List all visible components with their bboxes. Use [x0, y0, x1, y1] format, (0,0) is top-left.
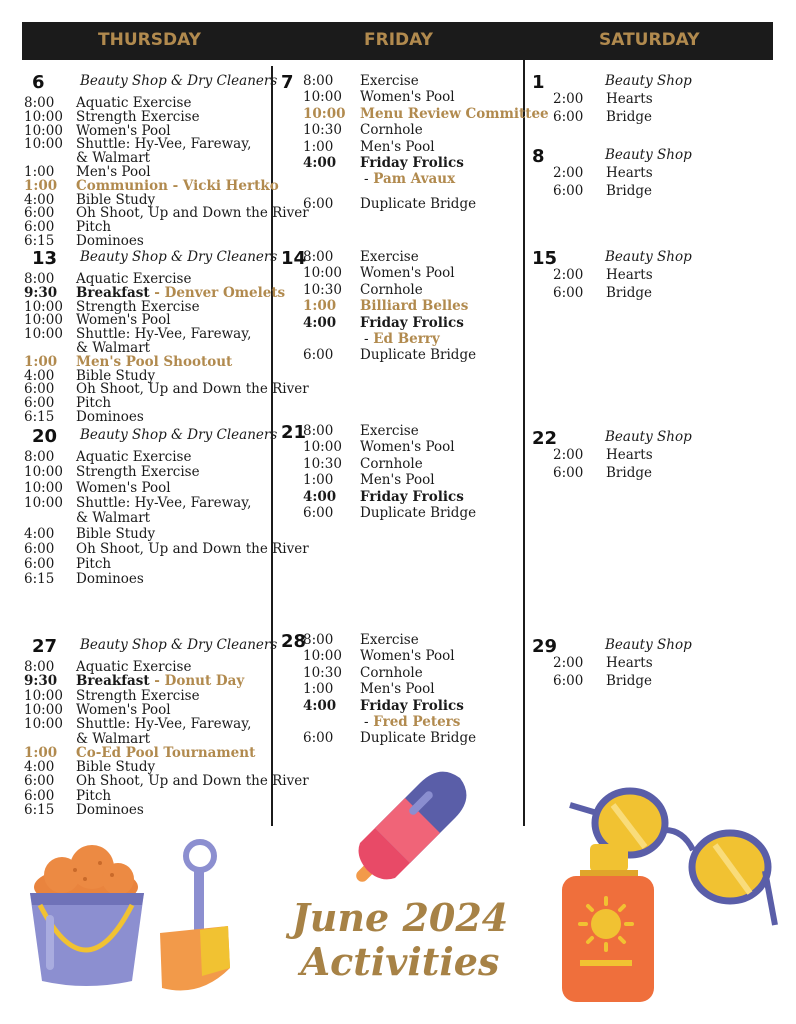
activity-name: Bible Study	[76, 191, 156, 208]
activity-time: 4:00	[303, 697, 337, 714]
activity-time: 4:00	[24, 367, 55, 384]
column-divider-right	[523, 60, 525, 826]
activity-name: Exercise	[360, 423, 419, 439]
day-number: 27	[32, 636, 58, 657]
activity-time: 6:00	[553, 183, 584, 200]
activity-name: Women's Pool	[360, 89, 455, 106]
activity-time: 4:00	[303, 155, 337, 171]
title-line2: Activities	[300, 939, 500, 984]
activity-time: 10:00	[24, 298, 63, 315]
activity-name: Bridge	[606, 465, 652, 482]
activity-time: 6:00	[553, 465, 584, 482]
day-number: 28	[281, 631, 307, 652]
day-number: 21	[281, 422, 307, 443]
activity-time: 2:00	[553, 91, 584, 107]
day-number: 1	[532, 72, 545, 93]
activity-time: 8:00	[303, 73, 334, 89]
activity-time: 4:00	[303, 314, 337, 331]
activity-time: 10:00	[24, 701, 63, 718]
day-number: 20	[32, 426, 58, 447]
activity-time: 8:00	[303, 632, 334, 648]
activity-name: Hearts	[606, 655, 653, 671]
activity-time: 4:00	[24, 525, 55, 542]
activity-time: 10:30	[303, 122, 342, 139]
activity-name: Women's Pool	[76, 312, 171, 329]
day-number: 8	[532, 146, 545, 167]
activity-time: 6:00	[303, 195, 334, 212]
activity-time: 10:30	[303, 455, 342, 472]
activity-time: 10:30	[303, 281, 342, 298]
activity-name: Friday Frolics	[360, 488, 464, 505]
activity-name: Pitch	[76, 787, 112, 804]
activity-name: Hearts	[606, 447, 653, 463]
activity-time: 1:00	[303, 298, 337, 315]
activity-name: Bridge	[606, 183, 652, 200]
activity-time: 6:00	[303, 730, 334, 747]
sunscreen-bottle-icon	[558, 842, 658, 1007]
activity-time: 6:00	[24, 205, 55, 222]
activity-time: 10:00	[24, 326, 63, 343]
activity-time: 6:15	[24, 233, 55, 249]
day-heading: Beauty Shop & Dry Cleaners	[80, 427, 278, 443]
activity-name: Aquatic Exercise	[76, 449, 192, 465]
activity-name: Shuttle: Hy-Vee, Fareway,	[76, 136, 252, 153]
header-thursday: THURSDAY	[98, 30, 201, 50]
activity-name: Pitch	[76, 219, 112, 236]
title-line1: June 2024	[291, 895, 509, 940]
day-number: 13	[32, 248, 58, 269]
day-number: 29	[532, 636, 558, 657]
activity-name: Breakfast - Denver Omelets	[76, 284, 286, 301]
activity-name: Bible Study	[76, 525, 156, 542]
activity-name: Bible Study	[76, 367, 156, 384]
activity-name: Duplicate Bridge	[360, 195, 477, 212]
activity-time: 1:00	[303, 138, 334, 155]
activity-time: 10:00	[24, 479, 63, 496]
activity-time: 10:00	[24, 687, 63, 704]
activity-time: 6:15	[24, 802, 55, 818]
activity-name: Bridge	[606, 673, 652, 690]
activity-host: Ed Berry	[368, 331, 440, 347]
activity-time: 10:00	[24, 494, 63, 511]
activity-name: Cornhole	[360, 281, 423, 298]
activity-name: Men's Pool	[76, 164, 151, 180]
activity-time: 6:15	[24, 571, 55, 588]
activity-name: Men's Pool	[360, 138, 435, 155]
activity-host: Pam Avaux	[368, 171, 456, 188]
activity-name: Strength Exercise	[76, 298, 200, 315]
activity-host: - Donut Day	[149, 673, 245, 690]
popsicle-icon	[345, 758, 480, 893]
day-heading: Beauty Shop	[605, 73, 692, 89]
activity-name: Aquatic Exercise	[76, 659, 192, 675]
activity-time: 4:00	[24, 759, 55, 776]
activity-name: Men's Pool	[360, 681, 435, 698]
activity-time: 1:00	[24, 744, 58, 761]
day-number: 15	[532, 248, 558, 269]
header-friday: FRIDAY	[364, 30, 433, 50]
activity-name: Hearts	[606, 267, 653, 283]
activity-name: Dominoes	[76, 571, 144, 588]
activity-name: Aquatic Exercise	[76, 95, 192, 111]
activity-name: Men's Pool	[360, 472, 435, 489]
activity-name: Pitch	[76, 556, 112, 573]
activity-time: 6:00	[24, 395, 55, 412]
activity-name: Strength Exercise	[76, 464, 200, 481]
activity-time: 6:00	[24, 381, 55, 398]
activity-name: Bridge	[606, 109, 652, 126]
activity-time: 8:00	[303, 249, 334, 265]
activity-name: Shuttle: Hy-Vee, Fareway,	[76, 716, 252, 733]
activity-time: 10:00	[24, 136, 63, 153]
activity-time: 1:00	[24, 177, 58, 194]
activity-time: 10:00	[303, 439, 342, 456]
activity-time: 6:00	[24, 556, 55, 573]
activity-name: Exercise	[360, 632, 419, 648]
activity-time: 8:00	[303, 423, 334, 439]
activity-name: Dominoes	[76, 409, 144, 425]
activity-name: Duplicate Bridge	[360, 505, 477, 521]
activity-name: Co-Ed Pool Tournament	[76, 744, 256, 761]
activity-time: 8:00	[24, 659, 55, 675]
activity-name: Duplicate Bridge	[360, 730, 477, 747]
activity-time: 6:00	[24, 787, 55, 804]
activity-time: 6:00	[24, 540, 55, 557]
activity-time: 10:00	[24, 464, 63, 481]
activity-name: Oh Shoot, Up and Down the River	[76, 205, 309, 222]
day-number: 14	[281, 248, 307, 269]
activity-time: 8:00	[24, 271, 55, 287]
activity-time: 6:00	[553, 109, 584, 126]
activity-time: 10:00	[24, 716, 63, 733]
day-heading: Beauty Shop & Dry Cleaners	[80, 249, 278, 265]
activity-host: Fred Peters	[368, 714, 461, 730]
activity-name: Strength Exercise	[76, 687, 200, 704]
sand-bucket-icon	[20, 845, 155, 990]
activity-name: - Pam Avaux	[364, 171, 456, 188]
activity-time: 10:00	[24, 122, 63, 139]
activity-time: 10:00	[303, 105, 346, 122]
activity-name: Exercise	[360, 73, 419, 89]
activity-name: Aquatic Exercise	[76, 271, 192, 287]
activity-time: 1:00	[24, 164, 55, 180]
activity-time: 4:00	[303, 488, 337, 505]
activity-time: 1:00	[303, 681, 334, 698]
activity-time: 8:00	[24, 95, 55, 111]
activity-time: 6:00	[553, 285, 584, 302]
activity-name: Billiard Belles	[360, 298, 469, 315]
day-heading: Beauty Shop & Dry Cleaners	[80, 73, 278, 89]
activity-name: Women's Pool	[76, 122, 171, 139]
activity-name: Duplicate Bridge	[360, 347, 477, 364]
header-saturday: SATURDAY	[599, 30, 700, 50]
day-number: 22	[532, 428, 558, 449]
activity-time: 10:00	[303, 648, 342, 665]
page-title	[270, 896, 530, 984]
day-heading: Beauty Shop & Dry Cleaners	[80, 637, 278, 653]
activity-time: 6:00	[303, 505, 334, 521]
activity-name: Women's Pool	[360, 648, 455, 665]
activity-time: 6:00	[24, 773, 55, 790]
activity-time: 9:30	[24, 284, 58, 301]
activity-time: 10:00	[24, 108, 63, 125]
activity-time: 10:00	[303, 89, 342, 106]
day-heading: Beauty Shop	[605, 429, 692, 445]
activity-name: Women's Pool	[76, 479, 171, 496]
activity-time: 6:00	[303, 347, 334, 364]
activity-name: Exercise	[360, 249, 419, 265]
activity-name: Women's Pool	[360, 439, 455, 456]
activity-time: 2:00	[553, 447, 584, 463]
day-heading: Beauty Shop	[605, 249, 692, 265]
activity-name: Shuttle: Hy-Vee, Fareway,	[76, 494, 252, 511]
activity-name: Shuttle: Hy-Vee, Fareway,	[76, 326, 252, 343]
activity-host: - Denver Omelets	[149, 284, 286, 301]
activity-name: Breakfast - Donut Day	[76, 673, 245, 690]
activity-name: Hearts	[606, 91, 653, 107]
activity-time: 10:30	[303, 664, 342, 681]
day-number: 6	[32, 72, 45, 93]
header-bar	[22, 22, 773, 60]
activity-name: & Walmart	[76, 150, 151, 167]
activity-name: Dominoes	[76, 233, 144, 249]
day-number: 7	[281, 72, 294, 93]
activity-time: 1:00	[303, 472, 334, 489]
activity-time: 2:00	[553, 165, 584, 181]
activity-name: - Ed Berry	[364, 331, 440, 347]
activity-time: 6:00	[24, 219, 55, 236]
activity-name: Women's Pool	[360, 265, 455, 282]
activity-time: 10:00	[303, 265, 342, 282]
activity-time: 4:00	[24, 191, 55, 208]
activity-name: & Walmart	[76, 340, 151, 356]
activity-name: Friday Frolics	[360, 314, 464, 331]
activity-name: Oh Shoot, Up and Down the River	[76, 381, 309, 398]
activity-time: 6:15	[24, 409, 55, 425]
activity-name: Menu Review Committee	[360, 105, 549, 122]
activity-time: 6:00	[553, 673, 584, 690]
activity-name: & Walmart	[76, 510, 151, 527]
activity-name: Bible Study	[76, 759, 156, 776]
activity-name: - Fred Peters	[364, 714, 461, 730]
activity-name: Communion - Vicki Hertko	[76, 177, 279, 194]
activity-name: Dominoes	[76, 802, 144, 818]
activity-name: Women's Pool	[76, 701, 171, 718]
activity-name: Cornhole	[360, 455, 423, 472]
activity-name: Oh Shoot, Up and Down the River	[76, 540, 309, 557]
activity-name: Men's Pool Shootout	[76, 353, 233, 370]
activity-name: Friday Frolics	[360, 697, 464, 714]
activity-time: 10:00	[24, 312, 63, 329]
activity-name: Oh Shoot, Up and Down the River	[76, 773, 309, 790]
activity-name: Pitch	[76, 395, 112, 412]
activity-time: 2:00	[553, 655, 584, 671]
activity-time: 8:00	[24, 449, 55, 465]
activity-name: Strength Exercise	[76, 108, 200, 125]
activity-time: 9:30	[24, 673, 58, 690]
activity-time: 2:00	[553, 267, 584, 283]
activity-name: Hearts	[606, 165, 653, 181]
activity-name: & Walmart	[76, 730, 151, 747]
day-heading: Beauty Shop	[605, 637, 692, 653]
activity-name: Cornhole	[360, 122, 423, 139]
activity-name: Cornhole	[360, 664, 423, 681]
activity-name: Friday Frolics	[360, 155, 464, 171]
activity-name: Bridge	[606, 285, 652, 302]
day-heading: Beauty Shop	[605, 147, 692, 163]
activity-time: 1:00	[24, 353, 58, 370]
shovel-icon	[140, 838, 235, 998]
